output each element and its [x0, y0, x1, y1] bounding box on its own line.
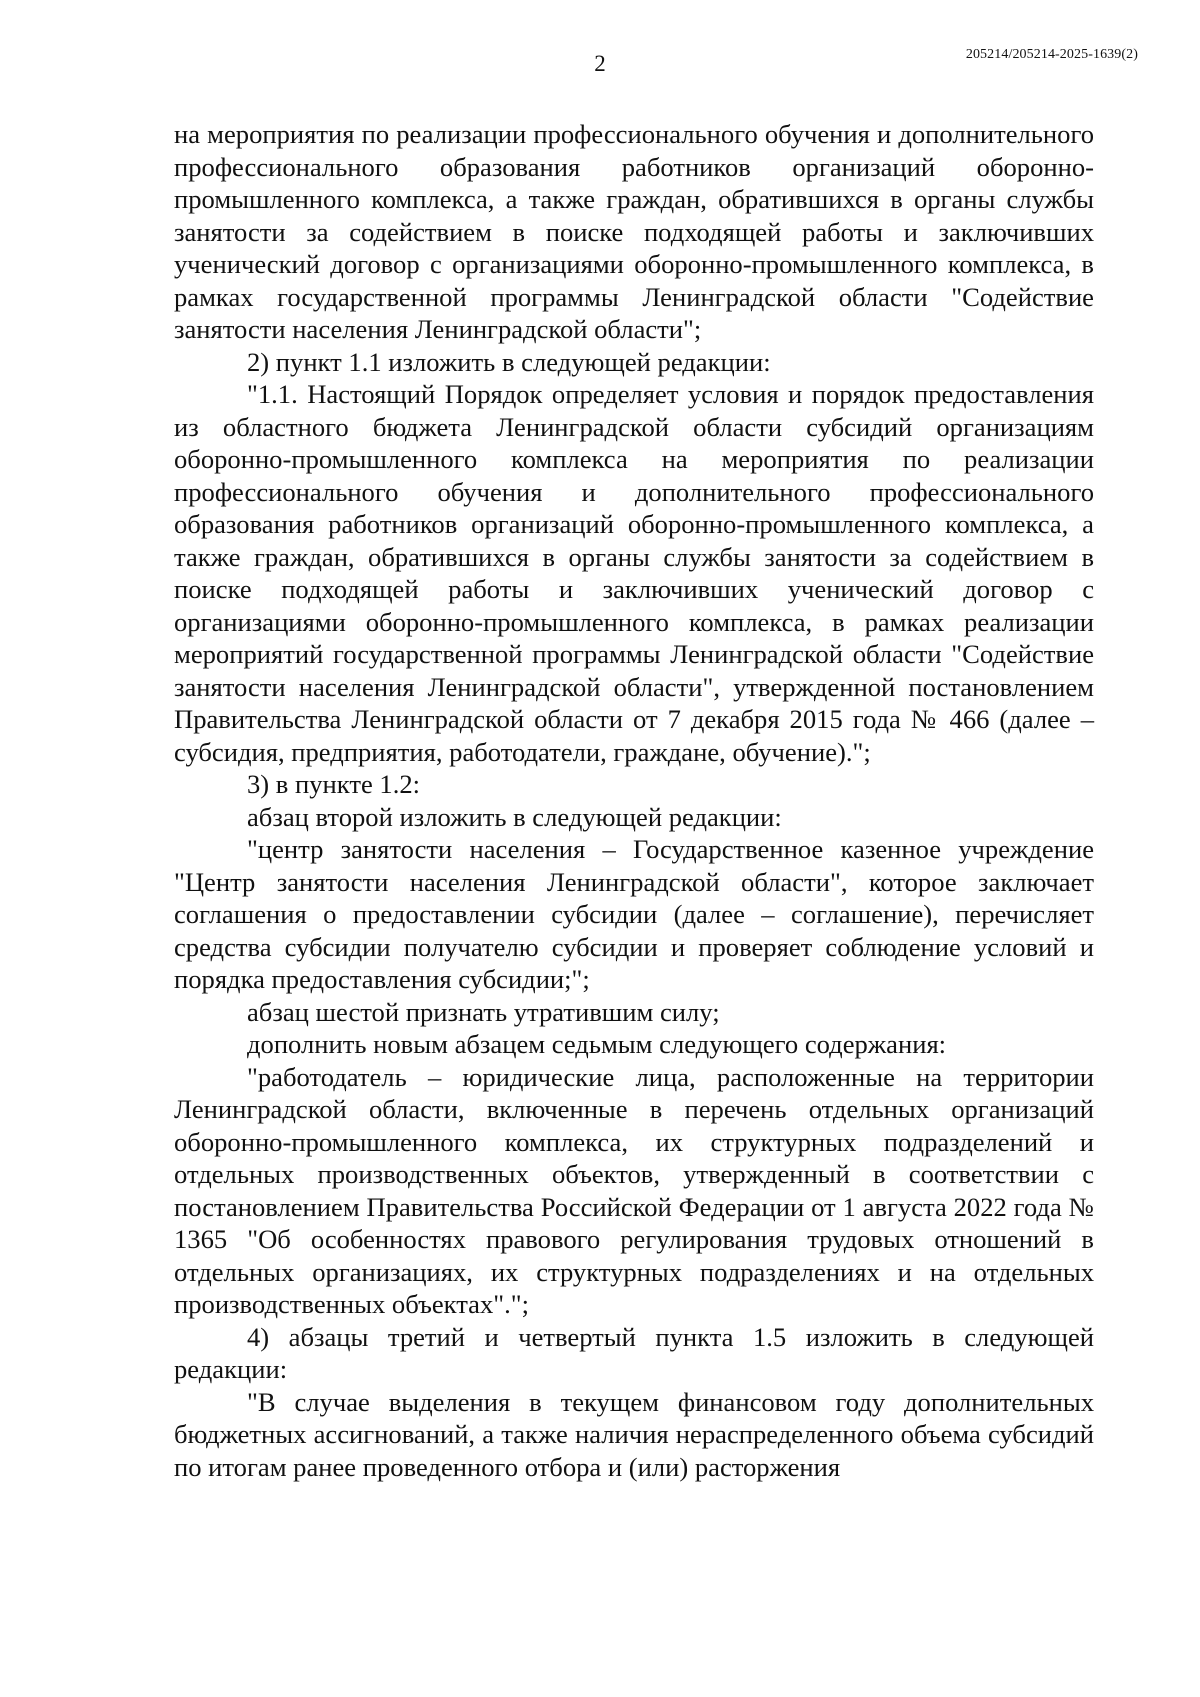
- document-paragraph: "1.1. Настоящий Порядок определяет условия и порядок предоставления из областного бюджета Ленинградской области субсидий организациям оборонно-промышленного комплекса на мероприятия по реализации профессионального обучения и дополнительного профессионального образования работников организаций оборонно-промышленного комплекса, а также граждан, обратившихся в органы службы занятости за содействием в поиске подходящей работы и заключивших ученический договор с организациями оборонно-промышленного комплекса, в рамках реализации мероприятий государственной программы Ленинградской области "Содействие занятости населения Ленинградской области", утвержденной постановлением Правительства Ленинградской области от 7 декабря 2015 года № 466 (далее – субсидия, предприятия, работодатели, граждане, обучение).";: [174, 379, 1094, 767]
- document-paragraph: "центр занятости населения – Государственное казенное учреждение "Центр занятости населения Ленинградской области", которое заключает соглашения о предоставлении субсидии (далее – соглашение), перечисляет средства субсидии получателю субсидии и проверяет соблюдение условий и порядка предоставления субсидии;";: [174, 834, 1094, 994]
- document-paragraph: 2) пункт 1.1 изложить в следующей редакции:: [247, 346, 771, 377]
- document-body: [174, 118, 1094, 1483]
- document-paragraph: дополнить новым абзацем седьмым следующего содержания:: [247, 1029, 947, 1059]
- document-paragraph: на мероприятия по реализации профессионального обучения и дополнительного профессионального образования работников организаций оборонно-промышленного комплекса, а также граждан, обратившихся в органы службы занятости за содействием в поиске подходящей работы и заключивших ученический договор с организациями оборонно-промышленного комплекса, в рамках государственной программы Ленинградской области "Содействие занятости населения Ленинградской области";: [174, 119, 1094, 344]
- document-id: 205214/205214-2025-1639(2): [965, 47, 1138, 62]
- document-paragraph: абзац второй изложить в следующей редакции:: [247, 801, 782, 832]
- document-paragraph: абзац шестой признать утратившим силу;: [247, 996, 720, 1027]
- document-paragraph: 4) абзацы третий и четвертый пункта 1.5 изложить в следующей редакции:: [174, 1321, 1094, 1384]
- document-paragraph: "В случае выделения в текущем финансовом году дополнительных бюджетных ассигнований, а также наличия нераспределенного объема субсидий по итогам ранее проведенного отбора и (или) расторжения: [174, 1386, 1094, 1482]
- document-paragraph: 3) в пункте 1.2:: [247, 769, 421, 799]
- document-paragraph: "работодатель – юридические лица, расположенные на территории Ленинградской области, включенные в перечень отдельных организаций оборонно-промышленного комплекса, их структурных подразделений и отдельных производственных объектов, утвержденный в соответствии с постановлением Правительства Российской Федерации от 1 августа 2022 года № 1365 "Об особенностях правового регулирования трудовых отношений в отдельных организациях, их структурных подразделениях и на отдельных производственных объектах".";: [174, 1061, 1094, 1319]
- page-number: 2: [594, 51, 606, 76]
